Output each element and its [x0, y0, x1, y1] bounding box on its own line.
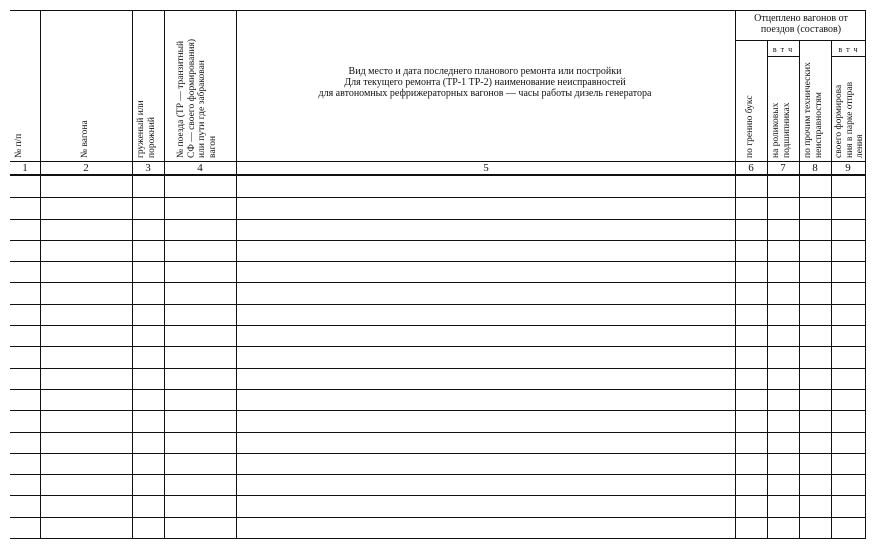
header-col2: № вагона	[80, 120, 90, 158]
table-row-line	[10, 368, 866, 369]
table-row-line	[10, 389, 866, 390]
col-line-7	[799, 40, 800, 538]
col-number-4: 4	[197, 162, 203, 174]
table-row-line	[10, 325, 866, 326]
numbers-bottom-line	[10, 174, 866, 176]
header-col6: по грению букс	[745, 95, 755, 158]
table-row-line	[10, 517, 866, 518]
table-row-line	[10, 261, 866, 262]
col-line-2	[132, 10, 133, 538]
table-row-line	[10, 474, 866, 475]
col-line-1	[40, 10, 41, 538]
col-number-7: 7	[780, 162, 786, 174]
col-number-2: 2	[83, 162, 89, 174]
col-number-5: 5	[483, 162, 489, 174]
header-col5	[250, 66, 720, 99]
header-col5-line2: Для текущего ремонта (ТР-1 ТР-2) наименование неисправностей	[344, 77, 626, 88]
table-row-line	[10, 282, 866, 283]
col-line-6	[767, 40, 768, 538]
col-number-8: 8	[812, 162, 818, 174]
header-col5-line3: для автономных рефрижераторных вагонов — часы работы дизель генератора	[318, 88, 652, 99]
vtch-divider-b	[832, 56, 866, 57]
table-row-line	[10, 219, 866, 220]
table-row-line	[10, 197, 866, 198]
group-header-divider	[736, 40, 866, 41]
header-col1: № п/п	[14, 133, 24, 158]
table-row-line	[10, 495, 866, 496]
header-vtch-b: в т ч	[838, 45, 859, 54]
table-row-line	[10, 453, 866, 454]
table-row-line	[10, 432, 866, 433]
header-col7: на роликовых подшипниках	[771, 102, 792, 158]
header-vtch-a: в т ч	[772, 45, 794, 54]
header-col3: груженый или порожний	[136, 100, 157, 158]
col-number-9: 9	[845, 162, 851, 174]
header-col8: по прочим технических неисправностям	[803, 62, 824, 158]
col-line-5	[735, 10, 736, 538]
group-header-line1: Отцеплено вагонов от	[754, 13, 848, 24]
col-number-1: 1	[22, 162, 28, 174]
col-number-6: 6	[748, 162, 754, 174]
table-row-line	[10, 538, 866, 539]
group-header	[737, 13, 865, 35]
group-header-line2: поездов (составов)	[760, 24, 842, 35]
header-col9: своего формирова ния в парке отправ ления	[834, 81, 865, 158]
table-row-line	[10, 346, 866, 347]
col-number-3: 3	[145, 162, 151, 174]
header-col5-line1: Вид место и дата последнего планового ремонта или постройки	[348, 66, 622, 77]
col-line-4	[236, 10, 237, 538]
table-row-line	[10, 410, 866, 411]
table-row-line	[10, 304, 866, 305]
vtch-divider-a	[767, 56, 799, 57]
table-row-line	[10, 240, 866, 241]
header-col4: № поезда (ТР — транзитный СФ — своего формирования) или пути где забракован вагон	[176, 39, 218, 158]
col-line-3	[164, 10, 165, 538]
col-line-8	[831, 40, 832, 538]
